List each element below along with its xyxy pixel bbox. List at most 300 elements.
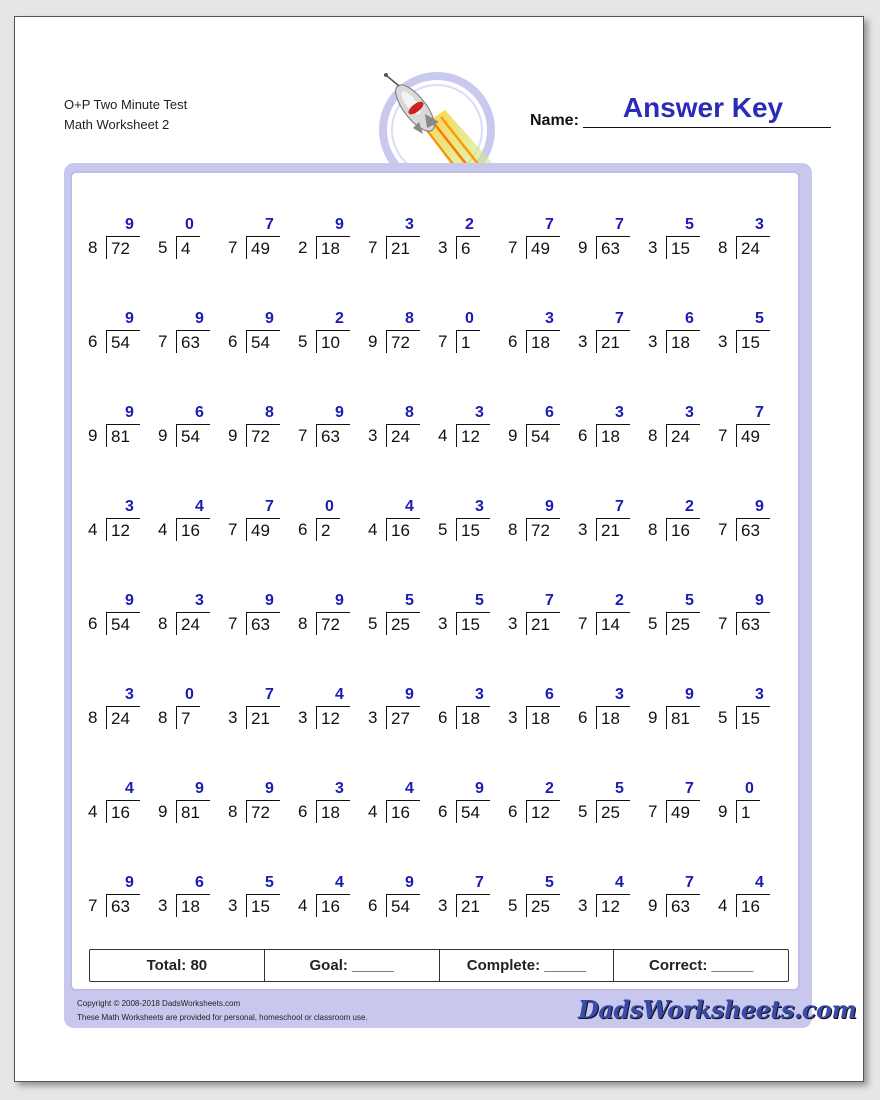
divisor: 7	[718, 426, 728, 445]
divisor: 6	[508, 332, 518, 351]
divisor: 7	[88, 896, 98, 915]
divisor: 9	[158, 802, 168, 821]
division-problem	[366, 780, 428, 830]
quotient-answer: 3	[755, 216, 764, 233]
divisor: 7	[648, 802, 658, 821]
division-problem	[436, 404, 498, 454]
quotient-answer: 2	[465, 216, 474, 233]
divisor: 7	[228, 238, 238, 257]
dividend: 25	[666, 612, 700, 635]
quotient-answer: 0	[465, 310, 474, 327]
dividend: 25	[526, 894, 560, 917]
division-problem	[226, 404, 288, 454]
quotient-answer: 5	[545, 874, 554, 891]
divisor: 5	[368, 614, 378, 633]
dividend: 25	[386, 612, 420, 635]
quotient-answer: 9	[265, 592, 274, 609]
division-problem	[86, 780, 148, 830]
quotient-answer: 7	[265, 216, 274, 233]
division-problem	[226, 310, 288, 360]
quotient-answer: 9	[125, 310, 134, 327]
divisor: 8	[298, 614, 308, 633]
division-problem	[86, 874, 148, 924]
dividend: 54	[106, 612, 140, 635]
quotient-answer: 5	[265, 874, 274, 891]
quotient-answer: 7	[545, 592, 554, 609]
quotient-answer: 2	[335, 310, 344, 327]
division-problem	[366, 404, 428, 454]
dividend: 63	[736, 612, 770, 635]
division-problem	[156, 874, 218, 924]
division-problem	[156, 404, 218, 454]
usage-note: These Math Worksheets are provided for personal, homeschool or classroom use.	[77, 1013, 368, 1022]
division-problem	[646, 498, 708, 548]
correct-cell: Correct: _____	[649, 957, 754, 974]
divisor: 5	[718, 708, 728, 727]
copyright-line: Copyright © 2008-2018 DadsWorksheets.com	[77, 999, 241, 1008]
quotient-answer: 4	[615, 874, 624, 891]
quotient-answer: 9	[335, 404, 344, 421]
quotient-answer: 3	[335, 780, 344, 797]
division-problem	[226, 498, 288, 548]
division-problem	[646, 216, 708, 266]
divisor: 3	[438, 238, 448, 257]
divisor: 4	[88, 520, 98, 539]
division-problem	[576, 780, 638, 830]
dividend: 24	[666, 424, 700, 447]
dividend: 12	[106, 518, 140, 541]
division-problem	[716, 780, 778, 830]
quotient-answer: 7	[265, 686, 274, 703]
dividend: 21	[526, 612, 560, 635]
divisor: 6	[508, 802, 518, 821]
quotient-answer: 4	[405, 780, 414, 797]
division-problem	[506, 404, 568, 454]
dividend: 72	[316, 612, 350, 635]
dividend: 21	[386, 236, 420, 259]
division-problem	[366, 216, 428, 266]
quotient-answer: 9	[125, 592, 134, 609]
dividend: 49	[246, 518, 280, 541]
division-problem	[86, 498, 148, 548]
dividend: 27	[386, 706, 420, 729]
dividend: 54	[176, 424, 210, 447]
quotient-answer: 9	[265, 310, 274, 327]
divisor: 4	[158, 520, 168, 539]
division-problem	[86, 686, 148, 736]
quotient-answer: 3	[475, 404, 484, 421]
divisor: 8	[648, 426, 658, 445]
dividend: 63	[246, 612, 280, 635]
dividend: 12	[316, 706, 350, 729]
dividend: 15	[736, 330, 770, 353]
dividend: 14	[596, 612, 630, 635]
divisor: 3	[578, 896, 588, 915]
dividend: 12	[456, 424, 490, 447]
worksheet-subtitle: Math Worksheet 2	[64, 117, 170, 132]
dividend: 18	[596, 424, 630, 447]
quotient-answer: 7	[755, 404, 764, 421]
division-problem	[506, 874, 568, 924]
divisor: 3	[578, 332, 588, 351]
dividend: 63	[316, 424, 350, 447]
divisor: 5	[508, 896, 518, 915]
name-label: Name:	[530, 112, 579, 129]
dividend: 15	[246, 894, 280, 917]
divisor: 9	[508, 426, 518, 445]
quotient-answer: 3	[195, 592, 204, 609]
divisor: 9	[88, 426, 98, 445]
quotient-answer: 7	[475, 874, 484, 891]
divisor: 3	[368, 426, 378, 445]
division-problem	[226, 780, 288, 830]
quotient-answer: 3	[405, 216, 414, 233]
division-problem	[506, 780, 568, 830]
division-problem	[296, 686, 358, 736]
dividend: 18	[316, 236, 350, 259]
quotient-answer: 4	[195, 498, 204, 515]
dividend: 81	[176, 800, 210, 823]
division-problem	[366, 310, 428, 360]
quotient-answer: 2	[545, 780, 554, 797]
dividend: 54	[456, 800, 490, 823]
quotient-answer: 3	[125, 686, 134, 703]
dividend: 18	[176, 894, 210, 917]
divisor: 3	[228, 896, 238, 915]
quotient-answer: 9	[125, 874, 134, 891]
division-problem	[716, 404, 778, 454]
quotient-answer: 6	[195, 874, 204, 891]
dividend: 24	[736, 236, 770, 259]
division-problem	[506, 498, 568, 548]
quotient-answer: 6	[685, 310, 694, 327]
division-problem	[366, 498, 428, 548]
divisor: 8	[648, 520, 658, 539]
dividend: 16	[666, 518, 700, 541]
division-problem	[716, 216, 778, 266]
quotient-answer: 3	[755, 686, 764, 703]
divisor: 8	[718, 238, 728, 257]
division-problem	[156, 686, 218, 736]
quotient-answer: 9	[405, 874, 414, 891]
division-problem	[156, 310, 218, 360]
dividend: 18	[526, 706, 560, 729]
division-problem	[86, 404, 148, 454]
division-problem	[366, 592, 428, 642]
divisor: 7	[438, 332, 448, 351]
division-problem	[506, 216, 568, 266]
dividend: 49	[246, 236, 280, 259]
division-problem	[366, 686, 428, 736]
divisor: 9	[718, 802, 728, 821]
dividend: 18	[316, 800, 350, 823]
dividend: 24	[386, 424, 420, 447]
division-problem	[646, 780, 708, 830]
division-problem	[576, 404, 638, 454]
divisor: 9	[648, 896, 658, 915]
divisor: 8	[508, 520, 518, 539]
quotient-answer: 9	[335, 216, 344, 233]
quotient-answer: 4	[335, 874, 344, 891]
dividend: 72	[106, 236, 140, 259]
quotient-answer: 7	[615, 498, 624, 515]
dividend: 15	[456, 518, 490, 541]
quotient-answer: 7	[265, 498, 274, 515]
division-problem	[156, 780, 218, 830]
divisor: 9	[578, 238, 588, 257]
quotient-answer: 9	[195, 780, 204, 797]
dividend: 72	[246, 424, 280, 447]
dividend: 21	[596, 518, 630, 541]
quotient-answer: 7	[615, 216, 624, 233]
divisor: 7	[368, 238, 378, 257]
division-problem	[436, 216, 498, 266]
division-problem	[716, 310, 778, 360]
divisor: 6	[368, 896, 378, 915]
dividend: 49	[666, 800, 700, 823]
divisor: 2	[298, 238, 308, 257]
divisor: 6	[438, 802, 448, 821]
divisor: 6	[88, 614, 98, 633]
division-problem	[296, 498, 358, 548]
quotient-answer: 7	[685, 874, 694, 891]
divisor: 4	[368, 802, 378, 821]
dividend: 15	[456, 612, 490, 635]
division-problem	[646, 310, 708, 360]
quotient-answer: 0	[185, 686, 194, 703]
quotient-answer: 5	[475, 592, 484, 609]
divisor: 3	[158, 896, 168, 915]
divisor: 6	[88, 332, 98, 351]
quotient-answer: 9	[545, 498, 554, 515]
quotient-answer: 5	[685, 592, 694, 609]
division-problem	[226, 592, 288, 642]
division-problem	[296, 404, 358, 454]
dividend: 12	[596, 894, 630, 917]
divisor: 3	[648, 332, 658, 351]
divisor: 6	[228, 332, 238, 351]
quotient-answer: 6	[195, 404, 204, 421]
quotient-answer: 3	[615, 404, 624, 421]
division-problem	[646, 874, 708, 924]
divisor: 8	[158, 614, 168, 633]
dividend: 72	[386, 330, 420, 353]
worksheet-title: O+P Two Minute Test	[64, 97, 188, 112]
divisor: 9	[158, 426, 168, 445]
divisor: 5	[578, 802, 588, 821]
dividend: 10	[316, 330, 350, 353]
division-problem	[436, 498, 498, 548]
division-problem	[296, 310, 358, 360]
divisor: 6	[578, 426, 588, 445]
dividend: 18	[596, 706, 630, 729]
quotient-answer: 9	[475, 780, 484, 797]
divisor: 7	[158, 332, 168, 351]
quotient-answer: 5	[685, 216, 694, 233]
quotient-answer: 7	[545, 216, 554, 233]
divisor: 4	[438, 426, 448, 445]
dividend: 16	[736, 894, 770, 917]
score-bar	[89, 949, 789, 982]
division-problem	[716, 874, 778, 924]
quotient-answer: 7	[685, 780, 694, 797]
division-problem	[436, 780, 498, 830]
division-problem	[226, 216, 288, 266]
quotient-answer: 9	[755, 592, 764, 609]
divisor: 7	[298, 426, 308, 445]
division-problem	[226, 686, 288, 736]
divisor: 4	[88, 802, 98, 821]
quotient-answer: 5	[405, 592, 414, 609]
divisor: 5	[648, 614, 658, 633]
dividend: 16	[386, 518, 420, 541]
division-problem	[436, 874, 498, 924]
division-problem	[156, 592, 218, 642]
quotient-answer: 9	[125, 404, 134, 421]
dividend: 18	[526, 330, 560, 353]
division-problem	[646, 404, 708, 454]
division-problem	[296, 216, 358, 266]
dividend: 16	[316, 894, 350, 917]
dividend: 54	[386, 894, 420, 917]
dividend: 63	[596, 236, 630, 259]
dividend: 81	[666, 706, 700, 729]
quotient-answer: 6	[545, 404, 554, 421]
quotient-answer: 9	[335, 592, 344, 609]
division-problem	[576, 216, 638, 266]
divisor: 7	[578, 614, 588, 633]
divisor: 7	[228, 520, 238, 539]
quotient-answer: 4	[405, 498, 414, 515]
divisor: 5	[298, 332, 308, 351]
divisor: 3	[228, 708, 238, 727]
divisor: 6	[578, 708, 588, 727]
division-problem	[716, 498, 778, 548]
quotient-answer: 9	[265, 780, 274, 797]
quotient-answer: 7	[615, 310, 624, 327]
division-problem	[226, 874, 288, 924]
division-problem	[576, 310, 638, 360]
divisor: 8	[158, 708, 168, 727]
quotient-answer: 9	[405, 686, 414, 703]
division-problem	[576, 592, 638, 642]
divisor: 5	[438, 520, 448, 539]
quotient-answer: 5	[755, 310, 764, 327]
quotient-answer: 3	[475, 498, 484, 515]
dividend: 1	[736, 800, 760, 823]
dividend: 2	[316, 518, 340, 541]
quotient-answer: 3	[125, 498, 134, 515]
dividend: 54	[106, 330, 140, 353]
dividend: 63	[736, 518, 770, 541]
division-problem	[366, 874, 428, 924]
dividend: 4	[176, 236, 200, 259]
dividend: 12	[526, 800, 560, 823]
division-problem	[576, 498, 638, 548]
quotient-answer: 3	[475, 686, 484, 703]
dividend: 54	[246, 330, 280, 353]
dividend: 18	[666, 330, 700, 353]
divisor: 3	[718, 332, 728, 351]
total-cell: Total: 80	[90, 950, 265, 981]
divisor: 6	[438, 708, 448, 727]
division-problem	[296, 874, 358, 924]
divisor: 7	[508, 238, 518, 257]
quotient-answer: 0	[745, 780, 754, 797]
quotient-answer: 0	[325, 498, 334, 515]
complete-cell: Complete: _____	[440, 950, 615, 981]
divisor: 7	[228, 614, 238, 633]
dividend: 24	[176, 612, 210, 635]
quotient-answer: 9	[685, 686, 694, 703]
divisor: 7	[718, 520, 728, 539]
dividend: 7	[176, 706, 200, 729]
answer-key-text: Answer Key	[622, 92, 784, 123]
quotient-answer: 3	[545, 310, 554, 327]
quotient-answer: 2	[615, 592, 624, 609]
dividend: 1	[456, 330, 480, 353]
divisor: 4	[298, 896, 308, 915]
dividend: 63	[666, 894, 700, 917]
brand-logo: DadsWorksheets.com	[578, 995, 857, 1024]
divisor: 9	[648, 708, 658, 727]
dividend: 72	[246, 800, 280, 823]
divisor: 4	[718, 896, 728, 915]
division-problem	[86, 310, 148, 360]
division-problem	[646, 592, 708, 642]
division-problem	[506, 686, 568, 736]
division-problem	[576, 686, 638, 736]
division-problem	[576, 874, 638, 924]
division-problem	[436, 686, 498, 736]
divisor: 3	[438, 896, 448, 915]
quotient-answer: 6	[545, 686, 554, 703]
quotient-answer: 4	[335, 686, 344, 703]
dividend: 72	[526, 518, 560, 541]
division-problem	[436, 310, 498, 360]
dividend: 15	[666, 236, 700, 259]
division-problem	[716, 686, 778, 736]
quotient-answer: 3	[685, 404, 694, 421]
quotient-answer: 4	[125, 780, 134, 797]
quotient-answer: 5	[615, 780, 624, 797]
divisor: 3	[368, 708, 378, 727]
divisor: 4	[368, 520, 378, 539]
dividend: 81	[106, 424, 140, 447]
quotient-answer: 9	[125, 216, 134, 233]
dividend: 21	[596, 330, 630, 353]
divisor: 9	[228, 426, 238, 445]
dividend: 54	[526, 424, 560, 447]
divisor: 3	[508, 614, 518, 633]
dividend: 21	[246, 706, 280, 729]
dividend: 25	[596, 800, 630, 823]
quotient-answer: 3	[615, 686, 624, 703]
quotient-answer: 8	[405, 404, 414, 421]
divisor: 8	[88, 708, 98, 727]
division-problem	[156, 216, 218, 266]
division-problem	[436, 592, 498, 642]
division-problem	[296, 592, 358, 642]
division-problem	[506, 310, 568, 360]
dividend: 21	[456, 894, 490, 917]
dividend: 16	[386, 800, 420, 823]
divisor: 3	[508, 708, 518, 727]
quotient-answer: 9	[755, 498, 764, 515]
dividend: 63	[106, 894, 140, 917]
division-problem	[86, 592, 148, 642]
divisor: 3	[648, 238, 658, 257]
